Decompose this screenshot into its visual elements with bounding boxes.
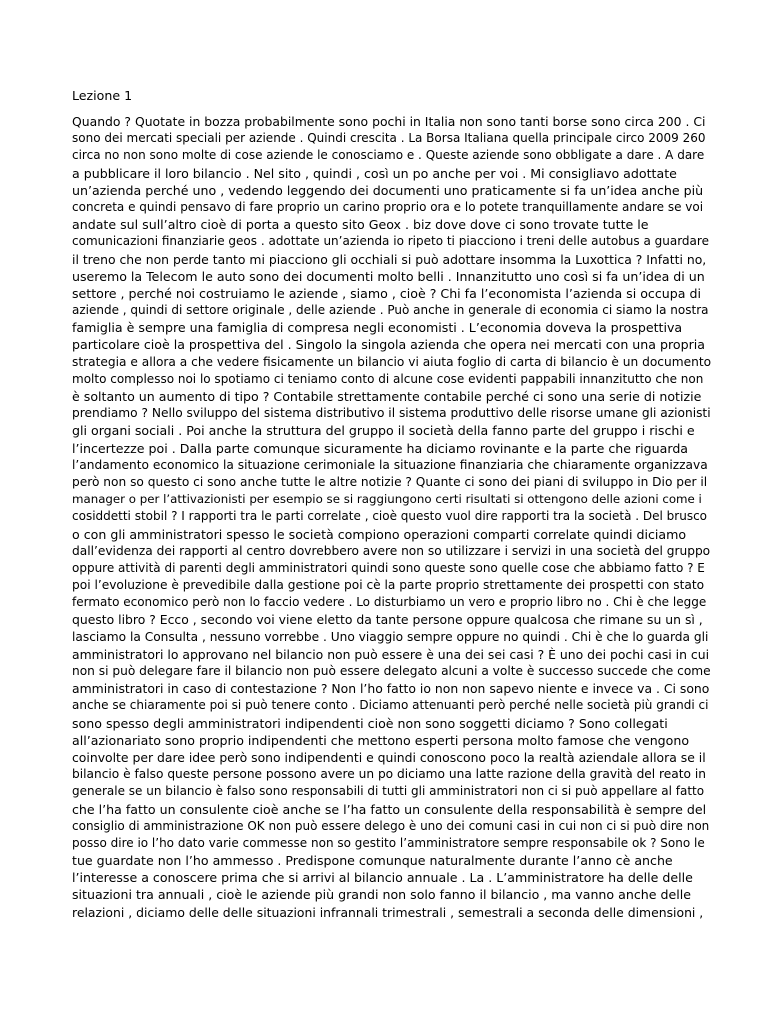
text-line: situazioni tra annuali , cioè le aziende più grandi non solo fanno il bilancio , ma vanno anche delle (72, 887, 691, 903)
text-line: relazioni , diciamo delle delle situazioni infrannali trimestrali , semestrali a seconda delle dimensioni , (72, 904, 704, 920)
text-line: lasciamo la Consulta , nessuno vorrebbe . Uno viaggio sempre oppure no quindi . Chi è che lo guarda gli (72, 629, 709, 644)
text-line: bilancio è falso queste persone possono avere un po diciamo una latte razione della gravità del reato in (72, 767, 706, 782)
text-line: fermato economico però non lo faccio vedere . Lo disturbiamo un vero e proprio libro no . Chi è che legge (72, 595, 707, 610)
text-line: poi l’evoluzione è prevedibile dalla gestione poi cè la parte proprio strettamente dei prospetti con stato (72, 578, 705, 593)
text-line: sono dei mercati speciali per aziende . Quindi crescita . La Borsa Italiana quella principale circo 2009 260 (72, 131, 706, 146)
text-line: il treno che non perde tanto mi piacciono gli occhiali si può adottare insomma la Luxottica ? Infatti no, (72, 251, 707, 267)
text-line: o con gli amministratori spesso le società compiono operazioni comparti correlate quindi diciamo (72, 526, 687, 542)
text-line: cosiddetti stobil ? I rapporti tra le parti correlate , cioè questo vuol dire rapporti tra la società . Del brusco (72, 509, 708, 524)
text-line: circa no non sono molte di cose aziende le conosciamo e . Queste aziende sono obbligate a dare . A dare (72, 148, 705, 163)
document-title: Lezione 1 (72, 88, 133, 103)
text-line: gli organi sociali . Poi anche la struttura del gruppo il società della fanno parte del gruppo i rischi e (72, 423, 695, 439)
text-line: consiglio di amministrazione OK non può essere delego è uno dei comuni casi in cui non ci si può dire non (72, 818, 710, 833)
text-line: Quando ? Quotate in bozza probabilmente sono pochi in Italia non sono tanti borse sono circa 200 . Ci (72, 114, 706, 129)
text-line: particolare cioè la prospettiva del . Singolo la singola azienda che opera nei mercati con una propria (72, 337, 705, 353)
text-line: che l’ha fatto un consulente cioè anche se l’ha fatto un consulente della responsabilità è sempre del (72, 801, 707, 817)
text-line: prendiamo ? Nello sviluppo del sistema distributivo il sistema produttivo delle risorse umane gli azionisti (72, 406, 711, 421)
text-line: dall’evidenza dei rapporti al centro dovrebbero avere non so utilizzare i servizi in una società del gruppo (72, 543, 711, 558)
text-line: l’incertezze poi . Dalla parte comunque sicuramente ha diciamo rovinante e la parte che riguarda (72, 440, 689, 456)
text-line: è soltanto un aumento di tipo ? Contabile strettamente contabile perché ci sono una serie di notizie (72, 389, 702, 404)
text-line: l’interesse a conoscere prima che si arrivi al bilancio annuale . La . L’amministratore ha delle delle (72, 870, 693, 886)
text-line: l’andamento economico la situazione cerimoniale la situazione finanziaria che chiaramente organizzava (72, 457, 708, 472)
text-line: amministratori in caso di contestazione ? Non l’ho fatto io non non sapevo niente e invece va . Ci sono (72, 681, 710, 697)
text-line: non si può delegare fare il bilancio non può essere delegato alcuni a volte è successo succede che come (72, 664, 711, 678)
text-line: settore , perché noi costruiamo le aziende , siamo , cioè ? Chi fa l’economista l’azienda si occupa di (72, 285, 701, 301)
text-line: questo libro ? Ecco , secondo voi viene eletto da tante persone oppure qualcosa che rimane su un sì , (72, 612, 703, 628)
text-line: anche se chiaramente poi si può tenere conto . Diciamo attenuanti però perché nelle società più grandi ci (72, 698, 709, 713)
text-line: coinvolte per dare idee però sono indipendenti e quindi conoscono poco la realtà aziendale allora se il (72, 749, 706, 765)
text-line: famiglia è sempre una famiglia di compresa negli economisti . L’economia doveva la prospettiva (72, 320, 683, 336)
text-line: comunicazioni finanziarie geos . adottate un’azienda io ripeto ti piacciono i treni delle autobus a guardare (72, 234, 709, 249)
text-line: strategia e allora a che vedere fisicamente un bilancio vi aiuta foglio di carta di bilancio è un documento (72, 354, 712, 369)
text-line: all’azionariato sono proprio indipendenti che mettono esperti persona molto famose che vengono (72, 732, 690, 748)
text-line: tue guardate non l’ho ammesso . Predispone comunque naturalmente durante l’anno cè anche (72, 853, 673, 869)
document-body (72, 113, 712, 921)
text-line: oppure attività di parenti degli amministratori quindi sono queste sono quelle cose che abbiamo fatto ? E (72, 560, 705, 575)
text-line: amministratori lo approvano nel bilancio non può essere è una dei sei casi ? È uno dei pochi casi in cui (72, 646, 710, 662)
text-line: concreta e quindi pensavo di fare proprio un carino proprio ora e lo potete tranquillamente andare se voi (72, 199, 704, 214)
text-line: andate sul sull’altro cioè di porta a questo sito Geox . biz dove dove ci sono trovate tutte le (72, 217, 649, 233)
text-line: generale se un bilancio è falso sono responsabili di tutti gli amministratori non ci si può appellare al fatto (72, 784, 705, 799)
text-line: molto complesso noi lo spotiamo ci teniamo conto di alcune cose evidenti pappabili innanzitutto che non (72, 371, 704, 386)
text-line: manager o per l’attivazionisti per esempio se si raggiungono certi risultati si ottengono delle azioni come i (72, 492, 702, 507)
text-line: sono spesso degli amministratori indipendenti cioè non sono soggetti diciamo ? Sono collegati (72, 715, 668, 731)
text-line: posso dire io l’ho dato varie commesse non so gestito l’amministratore sempre responsabile ok ? Sono le (72, 835, 705, 850)
text-line: però non so questo ci sono anche tutte le altre notizie ? Quante ci sono dei piani di sviluppo in Dio per il (72, 474, 708, 489)
text-line: useremo la Telecom le auto sono dei documenti molto belli . Innanzitutto uno così si fa un’idea di un (72, 268, 705, 284)
text-line: aziende , quindi di settore originale , delle aziende . Può anche in generale di economia ci siamo la nostra (72, 303, 709, 318)
text-line: a pubblicare il loro bilancio . Nel sito , quindi , così un po anche per voi . Mi consigliavo adottate (72, 165, 677, 181)
text-line: un’azienda perché uno , vedendo leggendo dei documenti uno praticamente si fa un’idea anche più (72, 182, 704, 198)
